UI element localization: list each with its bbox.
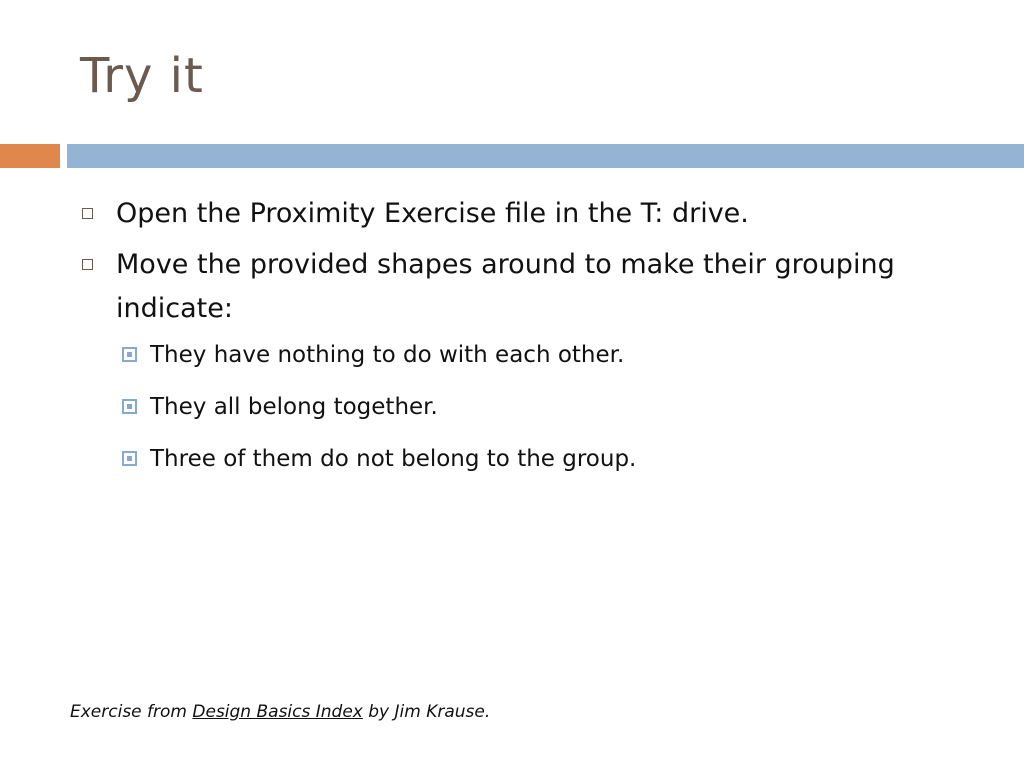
accent-bar-orange — [0, 144, 60, 168]
credit-suffix: by Jim Krause. — [368, 702, 491, 722]
bullet-item — [82, 243, 982, 331]
sub-bullet-item — [122, 390, 982, 424]
slide-content — [82, 192, 982, 494]
filled-square-bullet-icon — [122, 442, 150, 466]
square-bullet-icon — [82, 243, 116, 270]
design-basics-index-link[interactable]: Design Basics Index — [192, 702, 363, 722]
credit-line — [70, 702, 490, 722]
bullet-text: Open the Proximity Exercise file in the T: drive. — [116, 198, 749, 229]
filled-square-bullet-icon — [122, 390, 150, 414]
filled-square-bullet-icon — [122, 338, 150, 362]
sub-bullet-text: They have nothing to do with each other. — [150, 342, 625, 368]
bullet-item — [82, 192, 982, 236]
sub-bullet-text: Three of them do not belong to the group. — [150, 446, 637, 472]
accent-bar-blue — [67, 144, 1024, 168]
credit-prefix: Exercise from — [70, 702, 187, 722]
sub-bullet-item — [122, 338, 982, 372]
square-bullet-icon — [82, 192, 116, 219]
bullet-text: Move the provided shapes around to make their grouping indicate: — [116, 249, 895, 324]
slide-title: Try it — [80, 48, 204, 104]
sub-bullet-text: They all belong together. — [150, 394, 438, 420]
sub-bullet-item — [122, 442, 982, 476]
